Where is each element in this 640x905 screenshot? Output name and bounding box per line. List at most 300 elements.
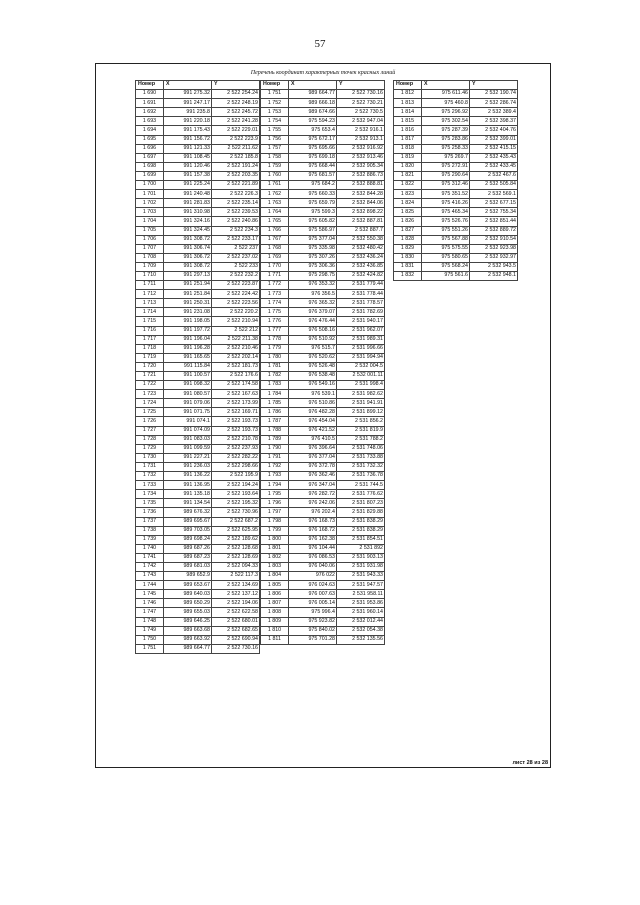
cell-y: 2 532 190.74 <box>470 90 518 99</box>
cell-y: 2 532 435.43 <box>470 153 518 162</box>
cell-number: 1 704 <box>136 217 164 226</box>
cell-x: 991 121.33 <box>164 144 212 153</box>
cell-y: 2 531 733.88 <box>337 453 385 462</box>
cell-x: 976 549.16 <box>289 381 337 390</box>
cell-number: 1 692 <box>136 108 164 117</box>
table-row <box>136 117 260 126</box>
cell-y: 2 522 298.66 <box>212 462 260 471</box>
cell-x: 975 335.98 <box>289 244 337 253</box>
cell-number: 1 753 <box>261 108 289 117</box>
cell-x: 991 275.32 <box>164 90 212 99</box>
cell-number: 1 789 <box>261 435 289 444</box>
cell-number: 1 778 <box>261 335 289 344</box>
table-row <box>394 126 518 135</box>
table-row <box>136 262 260 271</box>
cell-y: 2 532 480.42 <box>337 244 385 253</box>
table-row <box>136 126 260 135</box>
cell-number: 1 785 <box>261 399 289 408</box>
table-row <box>136 208 260 217</box>
table-row <box>261 208 385 217</box>
cell-y: 2 532 916.1 <box>337 126 385 135</box>
cell-y: 2 522 730.16 <box>212 644 260 653</box>
table-row <box>261 426 385 435</box>
cell-y: 2 522 237.93 <box>212 444 260 453</box>
cell-y: 2 522 223.9 <box>212 135 260 144</box>
cell-x: 975 699.18 <box>289 153 337 162</box>
table-row <box>136 253 260 262</box>
column-header-y: Y <box>470 81 518 90</box>
cell-x: 989 646.25 <box>164 617 212 626</box>
cell-number: 1 766 <box>261 226 289 235</box>
cell-x: 989 676.32 <box>164 508 212 517</box>
table-row <box>261 344 385 353</box>
cell-x: 991 251.84 <box>164 290 212 299</box>
cell-x: 976 356.5 <box>289 290 337 299</box>
cell-y: 2 531 994.94 <box>337 353 385 362</box>
cell-number: 1 734 <box>136 490 164 499</box>
cell-number: 1 735 <box>136 499 164 508</box>
table-row <box>261 99 385 108</box>
cell-y: 2 522 176.6 <box>212 372 260 381</box>
cell-number: 1 773 <box>261 290 289 299</box>
table-row <box>261 417 385 426</box>
cell-x: 975 272.91 <box>422 162 470 171</box>
table-row <box>261 626 385 635</box>
table-row <box>261 144 385 153</box>
table-row <box>261 299 385 308</box>
table-row <box>136 590 260 599</box>
table-row <box>394 153 518 162</box>
table-row <box>136 353 260 362</box>
cell-y: 2 522 233 <box>212 262 260 271</box>
table-row <box>136 472 260 481</box>
cell-y: 2 522 210.78 <box>212 435 260 444</box>
table-row <box>136 426 260 435</box>
cell-number: 1 741 <box>136 553 164 562</box>
table-row <box>261 517 385 526</box>
table-row <box>136 562 260 571</box>
cell-number: 1 732 <box>136 472 164 481</box>
cell-number: 1 708 <box>136 253 164 262</box>
cell-x: 976 024.63 <box>289 581 337 590</box>
cell-number: 1 744 <box>136 581 164 590</box>
cell-y: 2 531 982.62 <box>337 390 385 399</box>
cell-y: 2 522 248.19 <box>212 99 260 108</box>
cell-number: 1 715 <box>136 317 164 326</box>
cell-y: 2 531 947.57 <box>337 581 385 590</box>
cell-number: 1 801 <box>261 544 289 553</box>
cell-x: 976 007.63 <box>289 590 337 599</box>
table-row <box>136 581 260 590</box>
cell-y: 2 522 235.14 <box>212 199 260 208</box>
cell-number: 1 756 <box>261 135 289 144</box>
table-row <box>394 199 518 208</box>
cell-number: 1 823 <box>394 190 422 199</box>
cell-x: 991 196.28 <box>164 344 212 353</box>
cell-y: 2 522 234.3 <box>212 226 260 235</box>
table-row <box>136 362 260 371</box>
cell-y: 2 532 844.28 <box>337 190 385 199</box>
cell-number: 1 755 <box>261 126 289 135</box>
cell-number: 1 811 <box>261 635 289 644</box>
table-row <box>136 481 260 490</box>
cell-number: 1 759 <box>261 162 289 171</box>
cell-number: 1 758 <box>261 153 289 162</box>
cell-x: 975 684.2 <box>289 181 337 190</box>
cell-number: 1 784 <box>261 390 289 399</box>
table-row <box>261 490 385 499</box>
cell-y: 2 531 778.44 <box>337 290 385 299</box>
table-row <box>136 526 260 535</box>
cell-x: 991 080.57 <box>164 390 212 399</box>
table-row <box>394 235 518 244</box>
cell-number: 1 762 <box>261 190 289 199</box>
cell-number: 1 826 <box>394 217 422 226</box>
cell-x: 991 308.72 <box>164 262 212 271</box>
table-row <box>136 372 260 381</box>
cell-number: 1 827 <box>394 226 422 235</box>
cell-number: 1 698 <box>136 162 164 171</box>
table-row <box>136 244 260 253</box>
table-row <box>261 199 385 208</box>
cell-y: 2 522 226.3 <box>212 190 260 199</box>
table-row <box>261 271 385 280</box>
cell-x: 975 526.76 <box>422 217 470 226</box>
cell-x: 975 416.26 <box>422 199 470 208</box>
table-row <box>261 453 385 462</box>
cell-number: 1 775 <box>261 308 289 317</box>
table-row <box>136 281 260 290</box>
cell-x: 976 396.64 <box>289 444 337 453</box>
cell-y: 2 522 128.69 <box>212 553 260 562</box>
cell-number: 1 726 <box>136 417 164 426</box>
cell-x: 975 269.7 <box>422 153 470 162</box>
table-row <box>261 90 385 99</box>
cell-number: 1 696 <box>136 144 164 153</box>
cell-y: 2 522 212 <box>212 326 260 335</box>
cell-x: 975 659.79 <box>289 199 337 208</box>
cell-y: 2 522 193.73 <box>212 426 260 435</box>
cell-x: 991 198.05 <box>164 317 212 326</box>
cell-y: 2 531 776.62 <box>337 490 385 499</box>
cell-y: 2 522 167.63 <box>212 390 260 399</box>
cell-y: 2 532 755.34 <box>470 208 518 217</box>
cell-number: 1 714 <box>136 308 164 317</box>
cell-number: 1 792 <box>261 462 289 471</box>
table-row <box>261 162 385 171</box>
table-row <box>136 517 260 526</box>
cell-x: 976 362.46 <box>289 472 337 481</box>
cell-number: 1 794 <box>261 481 289 490</box>
cell-y: 2 532 932.97 <box>470 253 518 262</box>
cell-y: 2 522 185.8 <box>212 153 260 162</box>
table-row <box>261 244 385 253</box>
cell-y: 2 532 135.56 <box>337 635 385 644</box>
cell-number: 1 829 <box>394 244 422 253</box>
cell-x: 976 454.04 <box>289 417 337 426</box>
table-row <box>261 362 385 371</box>
table-row <box>136 171 260 180</box>
table-row <box>136 635 260 644</box>
table-row <box>136 162 260 171</box>
cell-x: 975 307.26 <box>289 253 337 262</box>
cell-number: 1 787 <box>261 417 289 426</box>
cell-number: 1 798 <box>261 517 289 526</box>
table-row <box>261 281 385 290</box>
cell-number: 1 774 <box>261 299 289 308</box>
cell-x: 976 482.28 <box>289 408 337 417</box>
cell-number: 1 752 <box>261 99 289 108</box>
cell-number: 1 751 <box>136 644 164 653</box>
table-row <box>261 372 385 381</box>
cell-y: 2 522 680.01 <box>212 617 260 626</box>
cell-y: 2 522 210.46 <box>212 344 260 353</box>
table-row <box>394 181 518 190</box>
coordinates-table-block-2 <box>260 80 385 645</box>
cell-number: 1 754 <box>261 117 289 126</box>
cell-x: 975 668.44 <box>289 162 337 171</box>
cell-x: 976 515.7 <box>289 344 337 353</box>
cell-x: 976 347.04 <box>289 481 337 490</box>
cell-y: 2 532 910.54 <box>470 235 518 244</box>
cell-y: 2 522 239.53 <box>212 208 260 217</box>
cell-y: 2 522 191.24 <box>212 162 260 171</box>
cell-x: 991 197.72 <box>164 326 212 335</box>
cell-number: 1 743 <box>136 572 164 581</box>
table-row <box>261 590 385 599</box>
cell-y: 2 531 748.06 <box>337 444 385 453</box>
cell-y: 2 522 245.72 <box>212 108 260 117</box>
cell-number: 1 711 <box>136 281 164 290</box>
cell-x: 975 840.02 <box>289 626 337 635</box>
table-row <box>136 381 260 390</box>
column-header-y: Y <box>212 81 260 90</box>
cell-x: 991 310.98 <box>164 208 212 217</box>
table-row <box>261 599 385 608</box>
cell-y: 2 522 622.58 <box>212 608 260 617</box>
cell-y: 2 531 892 <box>337 544 385 553</box>
cell-y: 2 531 782.69 <box>337 308 385 317</box>
cell-number: 1 788 <box>261 426 289 435</box>
table-row <box>261 235 385 244</box>
table-row <box>261 171 385 180</box>
cell-y: 2 522 223.56 <box>212 299 260 308</box>
cell-x: 991 136.22 <box>164 472 212 481</box>
cell-y: 2 532 677.15 <box>470 199 518 208</box>
cell-y: 2 531 931.98 <box>337 562 385 571</box>
cell-x: 975 923.82 <box>289 617 337 626</box>
cell-number: 1 776 <box>261 317 289 326</box>
cell-x: 991 115.84 <box>164 362 212 371</box>
cell-x: 975 653.4 <box>289 126 337 135</box>
cell-y: 2 522 211.38 <box>212 335 260 344</box>
cell-y: 2 522 730.21 <box>337 99 385 108</box>
table-row <box>261 190 385 199</box>
cell-y: 2 522 137.12 <box>212 590 260 599</box>
cell-x: 989 666.18 <box>289 99 337 108</box>
cell-number: 1 710 <box>136 271 164 280</box>
table-row <box>261 508 385 517</box>
table-row <box>136 308 260 317</box>
table-row <box>261 535 385 544</box>
cell-x: 975 306.36 <box>289 262 337 271</box>
cell-y: 2 522 194.24 <box>212 481 260 490</box>
cell-number: 1 702 <box>136 199 164 208</box>
cell-x: 975 298.75 <box>289 271 337 280</box>
table-row <box>136 335 260 344</box>
cell-y: 2 531 958.11 <box>337 590 385 599</box>
cell-number: 1 749 <box>136 626 164 635</box>
cell-y: 2 531 819.9 <box>337 426 385 435</box>
cell-number: 1 736 <box>136 508 164 517</box>
table-row <box>394 217 518 226</box>
cell-y: 2 531 940.17 <box>337 317 385 326</box>
cell-number: 1 691 <box>136 99 164 108</box>
cell-x: 991 120.46 <box>164 162 212 171</box>
cell-y: 2 522 237 <box>212 244 260 253</box>
cell-y: 2 522 730.5 <box>337 108 385 117</box>
cell-y: 2 532 415.15 <box>470 144 518 153</box>
table-row <box>136 390 260 399</box>
table-row <box>136 326 260 335</box>
cell-x: 991 196.04 <box>164 335 212 344</box>
cell-x: 975 551.26 <box>422 226 470 235</box>
cell-y: 2 531 962.07 <box>337 326 385 335</box>
cell-x: 975 611.46 <box>422 90 470 99</box>
cell-y: 2 522 282.22 <box>212 453 260 462</box>
cell-number: 1 824 <box>394 199 422 208</box>
cell-number: 1 767 <box>261 235 289 244</box>
cell-number: 1 770 <box>261 262 289 271</box>
cell-number: 1 724 <box>136 399 164 408</box>
cell-y: 2 532 505.84 <box>470 181 518 190</box>
cell-number: 1 771 <box>261 271 289 280</box>
table-row <box>136 344 260 353</box>
cell-x: 989 695.67 <box>164 517 212 526</box>
table-row <box>136 181 260 190</box>
cell-x: 976 538.48 <box>289 372 337 381</box>
cell-number: 1 797 <box>261 508 289 517</box>
cell-number: 1 739 <box>136 535 164 544</box>
cell-y: 2 532 913.46 <box>337 153 385 162</box>
cell-x: 991 079.06 <box>164 399 212 408</box>
table-row <box>261 581 385 590</box>
cell-number: 1 705 <box>136 226 164 235</box>
cell-y: 2 531 953.86 <box>337 599 385 608</box>
cell-y: 2 522 254.24 <box>212 90 260 99</box>
cell-x: 989 681.03 <box>164 562 212 571</box>
cell-y: 2 522 232.2 <box>212 271 260 280</box>
cell-x: 991 306.72 <box>164 253 212 262</box>
table-row <box>394 208 518 217</box>
cell-x: 975 996.4 <box>289 608 337 617</box>
cell-number: 1 694 <box>136 126 164 135</box>
cell-x: 991 251.94 <box>164 281 212 290</box>
coordinates-table-block-3 <box>393 80 518 281</box>
table-row <box>394 244 518 253</box>
cell-x: 976 104.44 <box>289 544 337 553</box>
table-row <box>136 644 260 653</box>
cell-y: 2 532 467.6 <box>470 171 518 180</box>
table-row <box>394 162 518 171</box>
table-row <box>136 572 260 581</box>
cell-number: 1 727 <box>136 426 164 435</box>
cell-y: 2 522 181.73 <box>212 362 260 371</box>
cell-number: 1 740 <box>136 544 164 553</box>
cell-y: 2 532 947.04 <box>337 117 385 126</box>
table-row <box>394 144 518 153</box>
cell-x: 976 040.06 <box>289 562 337 571</box>
cell-y: 2 532 887.81 <box>337 217 385 226</box>
table-row <box>261 135 385 144</box>
cell-x: 991 236.03 <box>164 462 212 471</box>
cell-y: 2 531 736.78 <box>337 472 385 481</box>
cell-y: 2 531 996.66 <box>337 344 385 353</box>
sheet-label: лист 28 из 28 <box>512 760 548 766</box>
cell-x: 976 520.62 <box>289 353 337 362</box>
cell-y: 2 522 211.62 <box>212 144 260 153</box>
cell-y: 2 522 221.89 <box>212 181 260 190</box>
table-row <box>394 117 518 126</box>
table-row <box>136 553 260 562</box>
cell-number: 1 709 <box>136 262 164 271</box>
table-row <box>136 108 260 117</box>
table-row <box>136 544 260 553</box>
table-row <box>136 153 260 162</box>
coordinates-table-block-1 <box>135 80 260 654</box>
cell-x: 991 074.1 <box>164 417 212 426</box>
table-row <box>261 481 385 490</box>
cell-y: 2 531 943.33 <box>337 572 385 581</box>
cell-x: 991 157.38 <box>164 171 212 180</box>
cell-y: 2 532 913.1 <box>337 135 385 144</box>
cell-y: 2 531 807.23 <box>337 499 385 508</box>
page-number: 57 <box>314 38 326 50</box>
cell-x: 975 660.33 <box>289 190 337 199</box>
cell-x: 975 605.82 <box>289 217 337 226</box>
cell-x: 976 372.78 <box>289 462 337 471</box>
cell-y: 2 532 886.73 <box>337 171 385 180</box>
cell-number: 1 761 <box>261 181 289 190</box>
column-header-number: Номер <box>394 81 422 90</box>
cell-x: 976 168.73 <box>289 517 337 526</box>
cell-x: 976 168.72 <box>289 526 337 535</box>
table-row <box>136 462 260 471</box>
cell-x: 976 353.32 <box>289 281 337 290</box>
cell-x: 975 283.86 <box>422 135 470 144</box>
table-row <box>261 108 385 117</box>
table-row <box>261 435 385 444</box>
cell-number: 1 721 <box>136 372 164 381</box>
cell-y: 2 531 960.14 <box>337 608 385 617</box>
cell-x: 991 324.16 <box>164 217 212 226</box>
cell-number: 1 816 <box>394 126 422 135</box>
cell-x: 976 005.14 <box>289 599 337 608</box>
cell-x: 975 695.66 <box>289 144 337 153</box>
cell-number: 1 725 <box>136 408 164 417</box>
cell-number: 1 722 <box>136 381 164 390</box>
column-header-number: Номер <box>136 81 164 90</box>
cell-x: 991 308.72 <box>164 235 212 244</box>
cell-x: 976 022 <box>289 572 337 581</box>
cell-y: 2 522 195.32 <box>212 499 260 508</box>
cell-x: 989 698.24 <box>164 535 212 544</box>
table-row <box>261 317 385 326</box>
cell-number: 1 799 <box>261 526 289 535</box>
cell-x: 975 460.8 <box>422 99 470 108</box>
table-row <box>136 499 260 508</box>
cell-number: 1 822 <box>394 181 422 190</box>
